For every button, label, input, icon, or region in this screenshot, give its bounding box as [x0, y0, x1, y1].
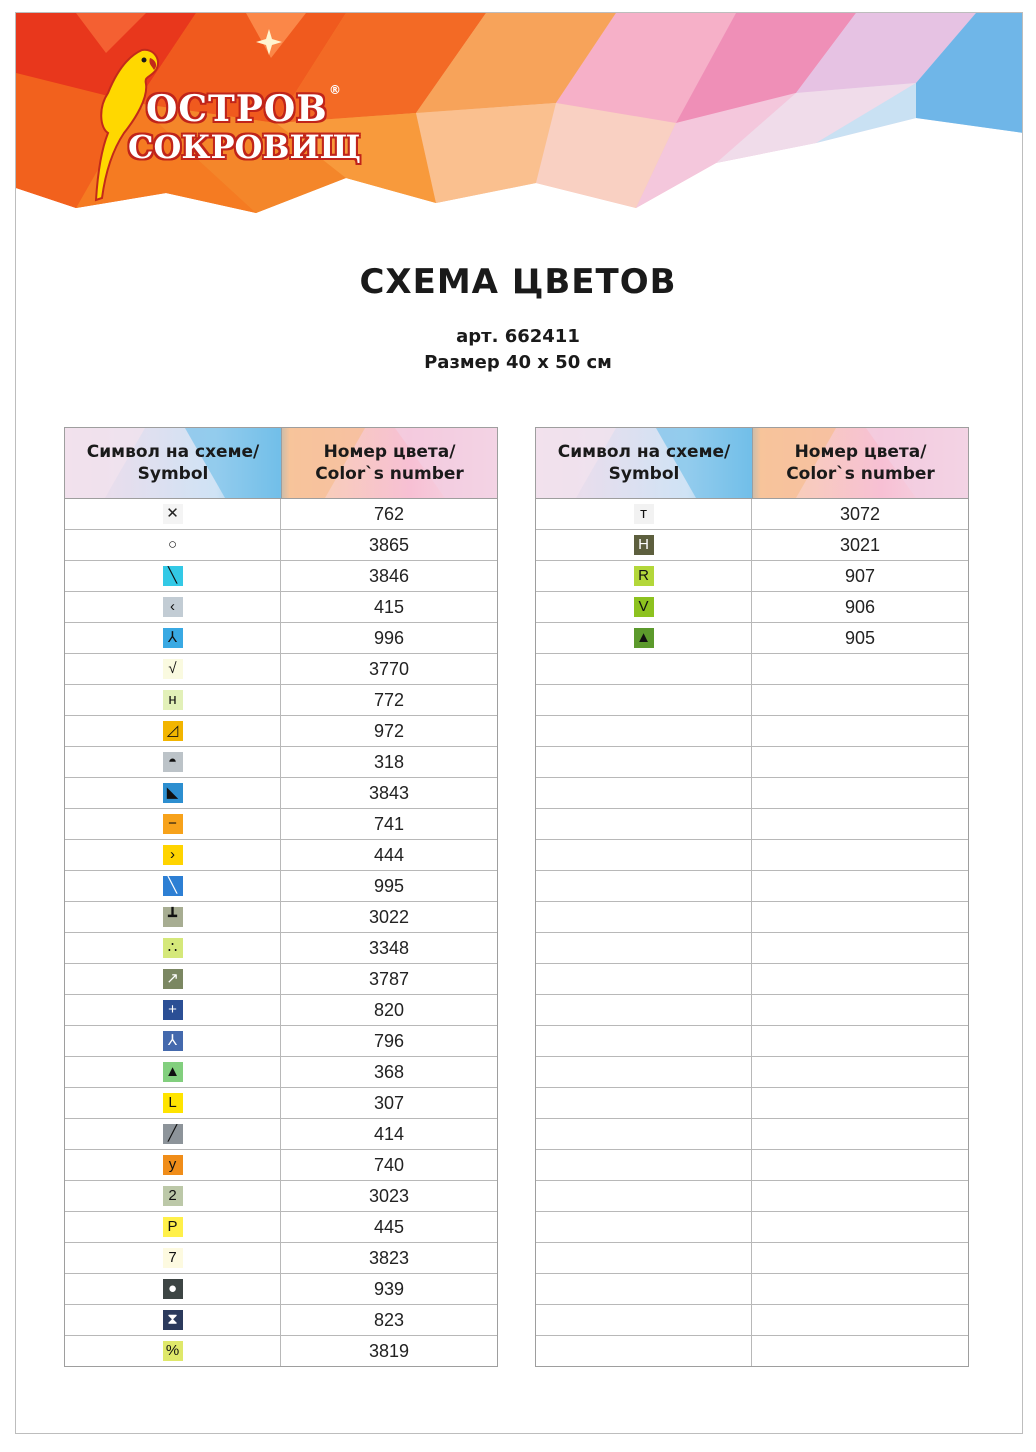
table-row: [536, 499, 968, 530]
color-number: 3843: [368, 782, 410, 803]
symbol-cell: [536, 871, 752, 901]
color-number: 906: [844, 596, 876, 617]
header-number: [753, 428, 968, 498]
table-row: [65, 716, 497, 747]
color-number: [752, 995, 968, 1025]
color-number: 740: [373, 1154, 405, 1175]
color-number: 3021: [839, 534, 881, 555]
table-row: [536, 1181, 968, 1212]
color-number: 972: [373, 720, 405, 741]
letter-v-icon: V: [634, 597, 654, 617]
symbol-cell: [65, 995, 281, 1025]
table-row: [536, 995, 968, 1026]
header-symbol: [536, 428, 752, 498]
table-row: [536, 933, 968, 964]
color-number: 318: [373, 751, 405, 772]
symbol-cell: [65, 1336, 281, 1366]
symbol-cell: [536, 561, 752, 591]
symbol-cell: [536, 499, 752, 529]
color-number: [752, 1150, 968, 1180]
circle-icon: ○: [163, 535, 183, 555]
symbol-cell: [536, 747, 752, 777]
color-number: 3770: [368, 658, 410, 679]
caret-up-icon: ▲: [634, 628, 654, 648]
triangle-outline-icon: ◿: [163, 721, 183, 741]
symbol-cell: [536, 592, 752, 622]
table-row: [65, 1305, 497, 1336]
tripod-icon: ⅄: [163, 628, 183, 648]
symbol-cell: [65, 1305, 281, 1335]
color-number: 3846: [368, 565, 410, 586]
symbol-cell: [536, 995, 752, 1025]
table-row: [536, 685, 968, 716]
symbol-cell: [536, 1088, 752, 1118]
corner-triangle-icon: ◣: [163, 783, 183, 803]
color-number: 820: [373, 999, 405, 1020]
check-icon: √: [163, 659, 183, 679]
symbol-cell: [536, 840, 752, 870]
table-body: [536, 499, 968, 1366]
table-row: [65, 499, 497, 530]
canvas-size: Размер 40 х 50 см: [424, 352, 612, 373]
symbol-cell: [65, 716, 281, 746]
header-number-line2: Color`s number: [786, 464, 935, 484]
color-number: 3022: [368, 906, 410, 927]
symbol-cell: [65, 530, 281, 560]
color-number: [752, 747, 968, 777]
table-row: [536, 623, 968, 654]
table-row: [65, 561, 497, 592]
table-row: [536, 902, 968, 933]
symbol-cell: [536, 1119, 752, 1149]
symbol-cell: [536, 933, 752, 963]
symbol-cell: [536, 1181, 752, 1211]
symbol-cell: [65, 778, 281, 808]
table-row: [536, 1212, 968, 1243]
symbol-cell: [536, 685, 752, 715]
color-number: [752, 1336, 968, 1366]
color-number: 996: [373, 627, 405, 648]
symbol-cell: [65, 1119, 281, 1149]
color-number: [752, 1088, 968, 1118]
table-row: [65, 1150, 497, 1181]
symbol-cell: [65, 809, 281, 839]
symbol-cell: [65, 1026, 281, 1056]
symbol-cell: [65, 871, 281, 901]
table-row: [65, 1119, 497, 1150]
color-number: 796: [373, 1030, 405, 1051]
table-row: [65, 592, 497, 623]
table-row: [65, 871, 497, 902]
table-row: [65, 1212, 497, 1243]
table-row: [65, 1274, 497, 1305]
header-number-line1: Номер цвета/: [794, 442, 927, 462]
table-row: [536, 1150, 968, 1181]
color-number: 3023: [368, 1185, 410, 1206]
tee-icon: ┻: [163, 907, 183, 927]
table-row: [65, 1026, 497, 1057]
symbol-cell: [536, 964, 752, 994]
table-row: [536, 1305, 968, 1336]
table-row: [65, 840, 497, 871]
color-number: 3348: [368, 937, 410, 958]
fork-icon: ⅄: [163, 1031, 183, 1051]
minus-icon: −: [163, 814, 183, 834]
table-row: [536, 1119, 968, 1150]
symbol-cell: [536, 778, 752, 808]
symbol-cell: [65, 685, 281, 715]
header-banner: [16, 13, 1023, 228]
symbol-cell: [536, 623, 752, 653]
symbol-cell: [65, 1057, 281, 1087]
registered-mark: ®: [329, 83, 341, 97]
symbol-cell: [536, 1026, 752, 1056]
color-number: 823: [373, 1309, 405, 1330]
table-row: [65, 1336, 497, 1366]
cross-icon: ✕: [163, 504, 183, 524]
color-number: 415: [373, 596, 405, 617]
table-row: [65, 778, 497, 809]
symbol-cell: [536, 716, 752, 746]
color-number: 995: [373, 875, 405, 896]
color-number: [752, 964, 968, 994]
table-header: [536, 428, 968, 499]
symbol-cell: [536, 1057, 752, 1087]
table-row: [65, 685, 497, 716]
letter-y-icon: у: [163, 1155, 183, 1175]
table-row: [536, 592, 968, 623]
table-header: [65, 428, 497, 499]
plus-icon: +: [163, 1000, 183, 1020]
table-row: [536, 716, 968, 747]
header-number: [282, 428, 497, 498]
arrow-icon: ↗: [163, 969, 183, 989]
symbol-cell: [65, 747, 281, 777]
dots-icon: ∴: [163, 938, 183, 958]
table-row: [536, 1274, 968, 1305]
header-symbol: [65, 428, 281, 498]
color-number: [752, 809, 968, 839]
diagonal-icon: ╱: [163, 1124, 183, 1144]
symbol-cell: [65, 1274, 281, 1304]
color-number: 3819: [368, 1340, 410, 1361]
table-row: [536, 747, 968, 778]
symbol-cell: [536, 1336, 752, 1366]
symbol-cell: [536, 1274, 752, 1304]
color-number: [752, 654, 968, 684]
color-number: 772: [373, 689, 405, 710]
symbol-cell: [65, 964, 281, 994]
digit-2-icon: 2: [163, 1186, 183, 1206]
letter-t-icon: т: [634, 504, 654, 524]
band-icon: ╲: [163, 876, 183, 896]
chevron-right-icon: ›: [163, 845, 183, 865]
symbol-cell: [536, 809, 752, 839]
color-number: 3787: [368, 968, 410, 989]
color-number: [752, 685, 968, 715]
color-number: 3072: [839, 503, 881, 524]
symbol-cell: [536, 1150, 752, 1180]
table-row: [536, 1057, 968, 1088]
table-row: [65, 1181, 497, 1212]
half-circle-icon: ◓: [163, 752, 183, 772]
slash-icon: ╲: [163, 566, 183, 586]
symbol-cell: [536, 1212, 752, 1242]
table-row: [65, 809, 497, 840]
table-row: [65, 964, 497, 995]
symbol-cell: [65, 1088, 281, 1118]
color-number: 905: [844, 627, 876, 648]
table-row: [65, 995, 497, 1026]
table-row: [536, 964, 968, 995]
symbol-cell: [65, 592, 281, 622]
letter-h-icon: н: [163, 690, 183, 710]
symbol-cell: [65, 902, 281, 932]
color-number: [752, 871, 968, 901]
color-number: [752, 778, 968, 808]
letter-l-icon: L: [163, 1093, 183, 1113]
table-row: [65, 530, 497, 561]
header-symbol-line2: Symbol: [608, 464, 680, 484]
color-number: 762: [373, 503, 405, 524]
color-number: 3865: [368, 534, 410, 555]
table-row: [536, 871, 968, 902]
color-number: [752, 1119, 968, 1149]
color-number: 444: [373, 844, 405, 865]
symbol-cell: [536, 902, 752, 932]
color-number: [752, 1274, 968, 1304]
color-number: [752, 1243, 968, 1273]
color-number: [752, 1057, 968, 1087]
digit-7-icon: 7: [163, 1248, 183, 1268]
table-row: [536, 561, 968, 592]
color-number: 307: [373, 1092, 405, 1113]
table-row: [536, 1026, 968, 1057]
color-table-right: [535, 427, 969, 1367]
letter-h-bar-icon: H: [634, 535, 654, 555]
table-row: [536, 1088, 968, 1119]
color-number: [752, 1212, 968, 1242]
header-symbol-line1: Символ на схеме/: [557, 442, 731, 462]
symbol-cell: [65, 1243, 281, 1273]
symbol-cell: [65, 840, 281, 870]
table-row: [536, 840, 968, 871]
symbol-cell: [65, 499, 281, 529]
color-number: 445: [373, 1216, 405, 1237]
symbol-cell: [536, 1305, 752, 1335]
color-number: 414: [373, 1123, 405, 1144]
symbol-cell: [65, 1212, 281, 1242]
symbol-cell: [65, 561, 281, 591]
table-row: [65, 654, 497, 685]
page-title: СХЕМА ЦВЕТОВ: [359, 262, 677, 302]
table-row: [65, 747, 497, 778]
table-row: [65, 623, 497, 654]
header-symbol-line2: Symbol: [137, 464, 209, 484]
brand-line-1: ОСТРОВ: [146, 88, 328, 130]
table-row: [536, 809, 968, 840]
color-table-left: [64, 427, 498, 1367]
percent-icon: %: [163, 1341, 183, 1361]
symbol-cell: [536, 654, 752, 684]
color-number: [752, 1181, 968, 1211]
header-symbol-line1: Символ на схеме/: [86, 442, 260, 462]
color-number: [752, 902, 968, 932]
letter-p-icon: P: [163, 1217, 183, 1237]
symbol-cell: [65, 1150, 281, 1180]
letter-r-icon: R: [634, 566, 654, 586]
color-number: 741: [373, 813, 405, 834]
color-number: [752, 1026, 968, 1056]
color-number: [752, 933, 968, 963]
symbol-cell: [536, 530, 752, 560]
color-number: 907: [844, 565, 876, 586]
symbol-cell: [536, 1243, 752, 1273]
article-number: арт. 662411: [456, 326, 580, 347]
color-number: 368: [373, 1061, 405, 1082]
table-row: [65, 1243, 497, 1274]
table-row: [65, 902, 497, 933]
table-row: [65, 933, 497, 964]
color-number: [752, 716, 968, 746]
triangle-icon: ▲: [163, 1062, 183, 1082]
chevron-left-icon: ‹: [163, 597, 183, 617]
header-number-line2: Color`s number: [315, 464, 464, 484]
table-row: [65, 1088, 497, 1119]
color-number: [752, 1305, 968, 1335]
symbol-cell: [65, 654, 281, 684]
table-body: [65, 499, 497, 1366]
symbol-cell: [65, 1181, 281, 1211]
table-row: [536, 1243, 968, 1274]
symbol-cell: [65, 933, 281, 963]
header-number-line1: Номер цвета/: [323, 442, 456, 462]
brand-line-2: СОКРОВИЩ: [128, 128, 362, 166]
dot-icon: ●: [163, 1279, 183, 1299]
color-number: [752, 840, 968, 870]
table-row: [536, 778, 968, 809]
table-row: [65, 1057, 497, 1088]
hourglass-icon: ⧗: [163, 1310, 183, 1330]
table-row: [536, 1336, 968, 1366]
color-number: 939: [373, 1278, 405, 1299]
brand-logo: [84, 38, 362, 208]
table-row: [536, 530, 968, 561]
symbol-cell: [65, 623, 281, 653]
color-number: 3823: [368, 1247, 410, 1268]
table-row: [536, 654, 968, 685]
